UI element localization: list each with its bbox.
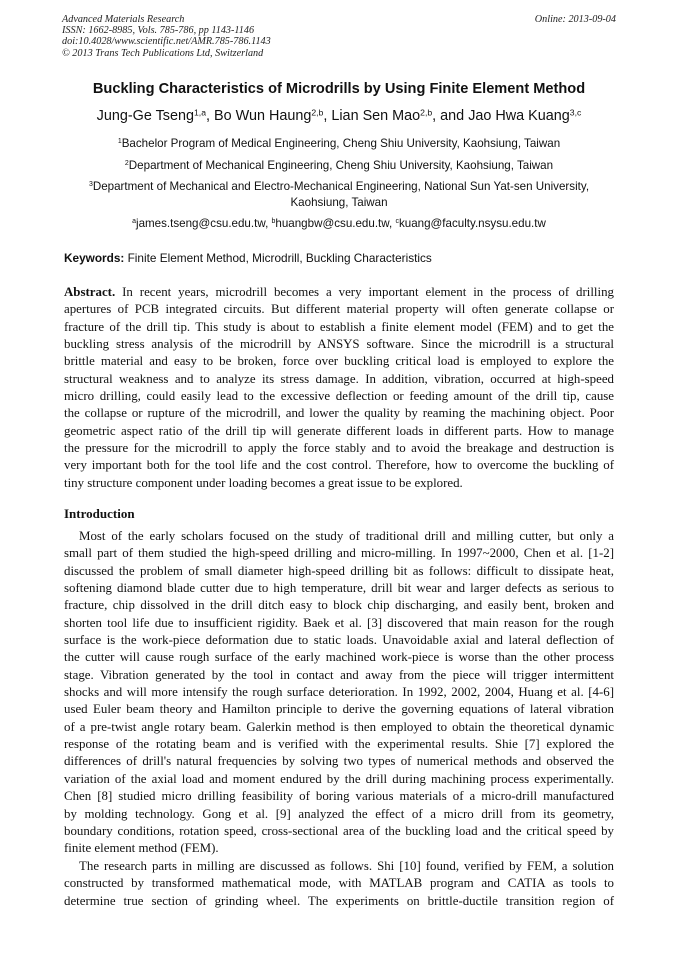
email-list bbox=[0, 216, 678, 231]
introduction-heading: Introduction bbox=[64, 506, 135, 521]
affiliation-mark: 1 bbox=[117, 138, 122, 146]
body-line: fracture, chip dissolved in the drill ditch easy to block chip discharging, and easily bent, broken and bbox=[64, 598, 614, 613]
body-line: used Euler beam theory and Hamilton principle to derive the governing equations of lateral vibration bbox=[64, 702, 614, 717]
copyright-line: © 2013 Trans Tech Publications Ltd, Switzerland bbox=[62, 47, 264, 59]
abstract-line: fracture of the drill tip. This study is about to establish a finite element model (FEM) and to get the bbox=[64, 319, 614, 334]
affiliation-text: Bachelor Program of Medical Engineering, Cheng Shiu University, Kaohsiung, Taiwan bbox=[121, 137, 561, 150]
online-date: Online: 2013-09-04 bbox=[534, 14, 616, 25]
body-line: finite element method (FEM). bbox=[64, 841, 219, 856]
affiliation-1 bbox=[0, 135, 678, 153]
abstract-line: micro drilling, could easily lead to the excessive deflection or feeding amount of the drill tip, cause bbox=[64, 389, 614, 404]
body-line: the cutter will cause rough surface of the early machined work-piece is worse than the other process bbox=[64, 650, 614, 665]
affiliation-3 bbox=[0, 178, 678, 196]
author-affiliation-mark: 1,a bbox=[194, 107, 207, 118]
body-line: by molding technology. Gong et al. [9] analyzed the effect of a micro drill from its geometry, bbox=[64, 806, 614, 821]
body-line: softening diamond blade cutter due to high temperature, drill bit wear and larger defects as serious to bbox=[64, 581, 614, 596]
abstract-text: In recent years, microdrill becomes a very important element in the process of drilling bbox=[115, 285, 614, 299]
abstract-line: apertures of PCB integrated circuits. But different material property will often generate collapse or bbox=[64, 302, 614, 317]
affiliation-mark: 2 bbox=[124, 160, 129, 168]
issn-line: ISSN: 1662-8985, Vols. 785-786, pp 1143-1146 bbox=[62, 25, 255, 37]
author-separator: , bbox=[323, 108, 332, 124]
email-link[interactable]: huangbw@csu.edu.tw bbox=[275, 217, 390, 230]
affiliation-2 bbox=[0, 157, 678, 175]
author-affiliation-mark: 2,b bbox=[311, 107, 324, 118]
author-name: Jao Hwa Kuang bbox=[468, 108, 570, 124]
journal-name: Advanced Materials Research bbox=[62, 14, 185, 25]
keywords-text: Finite Element Method, Microdrill, Buckling Characteristics bbox=[124, 251, 432, 265]
author-separator: , and bbox=[432, 108, 469, 124]
abstract-label: Abstract. bbox=[64, 285, 116, 299]
body-line: constructed by transformed mathematical mode, with MATLAB program and CATIA as tools to bbox=[64, 876, 614, 891]
body-line: shocks and will more intensify the rough surface deterioration. In 1992, 2002, 2004, Huang et al. [4-6] bbox=[64, 685, 614, 700]
email-link[interactable]: james.tseng@csu.edu.tw bbox=[136, 217, 266, 230]
abstract-line: the pressure for the microdrill to apply the force stably and to avoid the breakage and destruction is bbox=[64, 441, 614, 456]
abstract-line: very important both for the tool life and the cost control. Therefore, how to overcome the buckling of bbox=[64, 458, 614, 473]
affiliation-mark: 3 bbox=[88, 181, 93, 189]
body-line: boundary conditions, rotation speed, cross-sectional area of the buckling load and the critical speed by bbox=[64, 823, 614, 838]
body-line: stage. Vibration generated by the tool in contact and away from the piece will trigger intermittent bbox=[64, 667, 614, 682]
email-link[interactable]: kuang@faculty.nsysu.edu.tw bbox=[398, 217, 546, 230]
body-line: differences of drill's natural frequencies by solving two types of numerical methods and observed the bbox=[64, 754, 614, 769]
keywords-label: Keywords: bbox=[64, 251, 125, 265]
abstract-line: brittle material and easy to be broken, force over buckling critical load is employed to explore the bbox=[64, 354, 614, 369]
abstract-line: tiny structure component under loading becomes a great issue to be explored. bbox=[64, 475, 463, 490]
email-separator: , bbox=[389, 217, 396, 230]
author-separator: , bbox=[206, 108, 215, 124]
journal-header bbox=[62, 14, 271, 59]
introduction-paragraph-1 bbox=[64, 528, 614, 858]
affiliation-text: Department of Mechanical and Electro-Mechanical Engineering, National Sun Yat-sen University, bbox=[92, 180, 590, 193]
body-line: response of the rotating beam and is verified with the experimental results. Shie [7] explored the bbox=[64, 737, 614, 752]
author-affiliation-mark: 2,b bbox=[420, 107, 433, 118]
abstract-line: buckling stress analysis of the microdrill by ANSYS software. Since the microdrill is a structural bbox=[64, 337, 614, 352]
body-line: Chen [8] studied micro drilling feasibility of boring various materials of a micro-drill manufactured bbox=[64, 789, 614, 804]
affiliation-text: Department of Mechanical Engineering, Cheng Shiu University, Kaohsiung, Taiwan bbox=[128, 159, 554, 172]
paper-title: Buckling Characteristics of Microdrills by Using Finite Element Method bbox=[92, 81, 586, 97]
body-line: of a pre-twist angle rotary beam. Galerkin method is then employed to obtain the theoretical dynamic bbox=[64, 719, 614, 734]
body-line: small part of them studied the high-speed drilling and micro-milling. In 1997~2000, Chen et al. [1-2] bbox=[64, 546, 614, 561]
doi-link[interactable]: doi:10.4028/www.scientific.net/AMR.785-786.1143 bbox=[62, 36, 271, 48]
email-separator: , bbox=[265, 217, 272, 230]
affiliation-3-line-2: Kaohsiung, Taiwan bbox=[290, 196, 388, 209]
author-name: Jung-Ge Tseng bbox=[96, 108, 195, 124]
email-mark: b bbox=[271, 218, 276, 226]
author-name: Bo Wun Haung bbox=[214, 108, 312, 124]
keywords bbox=[64, 251, 432, 266]
body-line: Most of the early scholars focused on the study of traditional drill and milling cutter, but only a bbox=[79, 529, 614, 543]
author-name: Lian Sen Mao bbox=[331, 108, 421, 124]
body-line: surface is the work-piece deformation due to static loads. Unavoidable axial and lateral deflection of bbox=[64, 633, 614, 648]
abstract-line: geometric aspect ratio of the drill tip will generate different loads in different parts. How to manage bbox=[64, 423, 614, 438]
abstract-line: structural weakness and to analyze its stress damage. In addition, vibration, occurred at high-speed bbox=[64, 371, 614, 386]
abstract-line bbox=[64, 284, 614, 301]
author-list bbox=[0, 107, 678, 125]
abstract bbox=[64, 284, 614, 492]
body-line: determine true section of grinding wheel. The experiments on brittle-ductile transition region of bbox=[64, 893, 614, 908]
email-mark: a bbox=[132, 218, 136, 226]
body-line: variation of the axial load and moment endured by the drill during machining process experimentally. bbox=[64, 771, 614, 786]
body-line: The research parts in milling are discussed as follows. Shi [10] found, verified by FEM, a solution bbox=[79, 859, 614, 873]
introduction-paragraph-2 bbox=[64, 858, 614, 910]
abstract-line: the collapse or rupture of the microdrill, and lower the quality by reaming the machining object. Poor bbox=[64, 406, 614, 421]
body-line: shorten tool life due to insufficient rigidity. Baek et al. [3] discovered that main reason for the rough bbox=[64, 615, 614, 630]
body-line: discussed the problem of small diameter high-speed drilling bit as follows: difficult to dissipate heat, bbox=[64, 563, 614, 578]
author-affiliation-mark: 3,c bbox=[569, 107, 582, 118]
email-mark: c bbox=[395, 218, 399, 226]
